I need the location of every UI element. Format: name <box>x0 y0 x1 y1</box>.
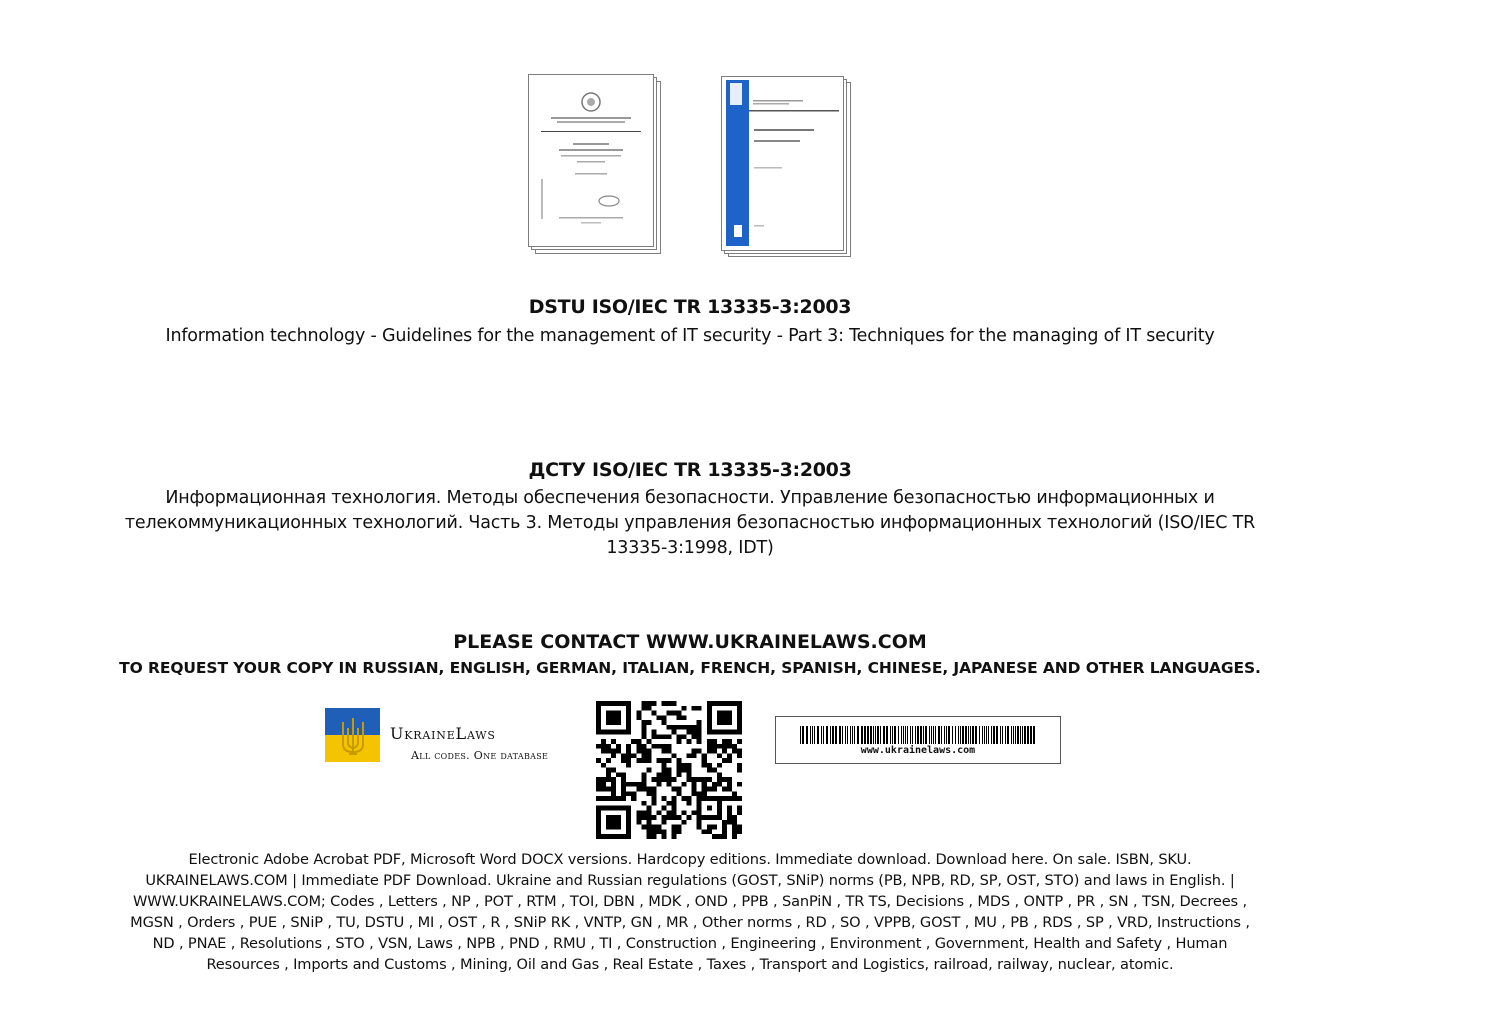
dbn-document-thumbnail <box>721 76 853 258</box>
document-title-en: Information technology - Guidelines for the management of IT security - Part 3: Techniques for the managing of IT security <box>165 326 1215 346</box>
document-cover-icon <box>722 77 843 250</box>
footer-text: Electronic Adobe Acrobat PDF, Microsoft Word DOCX versions. Hardcopy editions. Immediate download. Download here. On sale. ISBN, SKU. UKRAINELAWS.COM | Immediate PDF Download. Ukraine and Russian regulations (GOST, SNiP) norms (PB, NPB, RD, SP, OST, STO) and laws in English. | WWW.UKRAINELAWS.COM; Codes , Letters , NP , POT , RTM , TOI, DBN , MDK , OND , PPB , SanPiN , TR TS, Decisions , MDS , ONTP , PR , SN , TSN, Decrees , MGSN , Orders , PUE , SNiP , TU, DSTU , MI , OST , R , SNiP RK , VNTP, GN , MR , Other norms , RD , SO , VPPB, GOST , MU , PB , RDS , SP , VRD, Instructions , ND , PNAE , Resolutions , STO , VSN, Laws , NPB , PND , RMU , TI , Construction , Engineering , Environment , Government, Health and Safety , Human Resources , Imports and Customs , Mining, Oil and Gas , Real Estate , Taxes , Transport and Logistics, railroad, railway, nuclear, atomic. <box>130 851 1250 973</box>
emblem-icon <box>529 75 653 246</box>
barcode-icon <box>800 726 1036 744</box>
brand-name: UkraineLaws <box>390 724 496 743</box>
document-code-en: DSTU ISO/IEC TR 13335-3:2003 <box>528 296 852 318</box>
document-code-ru: ДСТУ ISO/IEC TR 13335-3:2003 <box>528 459 852 481</box>
trident-icon <box>339 714 367 758</box>
barcode[interactable] <box>775 716 1061 764</box>
ukraine-flag-icon <box>325 708 380 762</box>
document-title-ru: Информационная технология. Методы обеспечения безопасности. Управление безопасностью информационных и телекоммуникационных технологий. Часть 3. Методы управления безопасностью информационных технологий (ISO/IEC TR 13335-3:1998, IDT) <box>124 488 1256 558</box>
gost-document-thumbnail <box>528 74 662 256</box>
qr-code-icon[interactable] <box>596 701 742 839</box>
contact-heading: PLEASE CONTACT WWW.UKRAINELAWS.COM <box>453 631 927 653</box>
ukrainelaws-logo[interactable] <box>325 708 580 766</box>
contact-request-text: TO REQUEST YOUR COPY IN RUSSIAN, ENGLISH, GERMAN, ITALIAN, FRENCH, SPANISH, CHINESE, JAPANESE AND OTHER LANGUAGES. <box>119 659 1261 677</box>
barcode-text: www.ukrainelaws.com <box>860 745 976 756</box>
brand-tagline: All codes. One database <box>411 749 549 762</box>
